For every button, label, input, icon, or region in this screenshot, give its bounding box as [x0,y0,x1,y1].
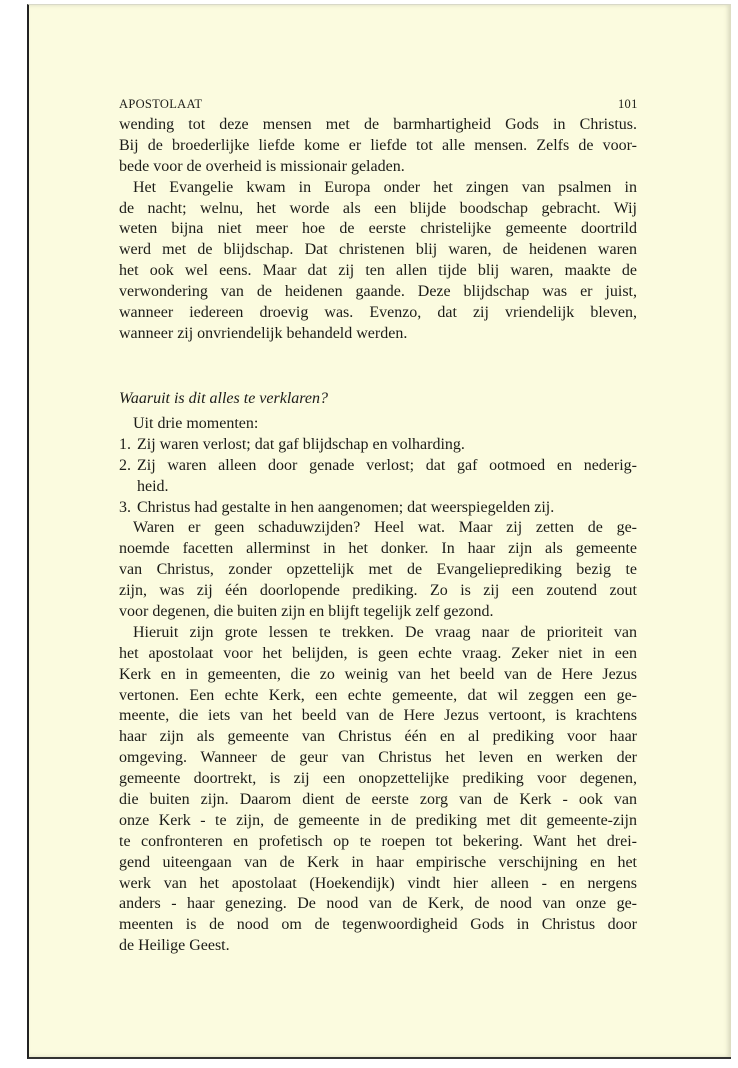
text-line: voor degenen, die buiten zijn en blijft tegelijk zelf gezond. [119,603,494,621]
text-line [119,498,637,519]
text-line: wanneer iedereen droevig was. Evenzo, dat zij vriendelijk bleven, [119,304,637,322]
text-line: meenten is de nood om de tegenwoordigheid Gods in Christus door [119,916,637,934]
book-page [27,4,731,1059]
text-line: werk van het apostolaat (Hoekendijk) vindt hier alleen - en nergens [119,874,637,892]
text-line [119,435,637,456]
page-number: 101 [618,97,638,111]
text-line: verwondering van de heidenen gaande. Deze blijdschap was er juist, [119,283,637,301]
text-line: het ook wel eens. Maar dat zij ten allen tijde blij waren, maakte de [119,262,637,280]
text-line: Kerk en in gemeenten, die zo weinig van het beeld van de Here Jezus [119,665,637,683]
text-line: vertonen. Een echte Kerk, een echte gemeente, dat wil zeggen een ge- [119,686,637,704]
text-line: meente, die iets van het beeld van de Here Jezus vertoont, is krachtens [119,707,637,725]
text-line: wanneer zij onvriendelijk behandeld werden. [119,324,408,342]
text-line: gemeente doortrekt, is zij een onopzettelijke prediking voor degenen, [119,770,637,788]
text-line: omgeving. Wanneer de geur van Christus het leven en werken der [119,749,637,767]
text-line: anders - haar genezing. De nood van de Kerk, de nood van onze ge- [119,895,637,913]
list-item [119,498,637,519]
paragraph [119,414,637,435]
text-line: bede voor de overheid is missionair geladen. [119,157,405,175]
text-line: weten bijna niet meer hoe de eerste christelijke gemeente doortrild [119,220,637,238]
body-text-section-2 [119,414,637,957]
running-title: APOSTOLAAT [119,97,203,111]
text-line: onze Kerk - te zijn, de gemeente in de prediking met dit gemeente-zijn [119,811,637,829]
text-line: wending tot deze mensen met de barmhartigheid Gods in Christus. [119,116,637,133]
list-item [119,456,637,498]
paragraph [119,518,637,622]
text-line: noemde facetten allerminst in het donker. In haar zijn als gemeente [119,540,637,558]
text-line: gend uiteengaan van de Kerk in haar empirische verschijning en het [119,853,637,871]
body-text-section-1 [119,115,637,345]
text-line: haar zijn als gemeente van Christus één en al prediking voor haar [119,728,637,746]
paragraph [119,178,637,345]
text-line: de nacht; welnu, het worde als een blijde boodschap gebracht. Wij [119,199,637,217]
text-line: werd met de blijdschap. Dat christenen blij waren, de heidenen waren [119,241,637,259]
paragraph [119,115,637,178]
text-line: de Heilige Geest. [119,937,230,955]
text-line: te confronteren en profetisch op te roepen tot bekering. Want het drei- [119,832,637,850]
line-text: Zij waren alleen door genade verlost; dat gaf ootmoed en nederig- [137,456,637,474]
text-line: Hieruit zijn grote lessen te trekken. De vraag naar de prioriteit van [133,623,637,641]
text-line: het apostolaat voor het belijden, is geen echte vraag. Zeker niet in een [119,644,637,662]
list-number: 1. [119,435,131,453]
text-line: zijn, was zij één doorlopende prediking. Zo is zij een zoutend zout [119,582,637,600]
line-text: Christus had gestalte in hen aangenomen; dat weerspiegelden zij. [137,498,555,516]
list-number: 3. [119,498,131,516]
text-line: Bij de broederlijke liefde kome er liefde tot alle mensen. Zelfs de voor- [119,136,637,154]
text-line: die buiten zijn. Daarom dient de eerste zorg van de Kerk - ook van [119,791,637,809]
list-item [119,435,637,456]
text-line [119,477,637,498]
paragraph [119,623,637,957]
list-number: 2. [119,456,131,474]
line-text: Zij waren verlost; dat gaf blijdschap en volharding. [137,435,465,453]
text-line [119,456,637,477]
text-line: Uit drie momenten: [133,415,259,432]
section-heading: Waaruit is dit alles te verklaren? [119,390,329,407]
text-line: van Christus, zonder opzettelijk met de Evangelieprediking bezig te [119,561,637,579]
text-line: Waren er geen schaduwzijden? Heel wat. Maar zij zetten de ge- [133,519,637,537]
text-line: Het Evangelie kwam in Europa onder het zingen van psalmen in [133,178,637,196]
line-text: heid. [137,477,169,495]
